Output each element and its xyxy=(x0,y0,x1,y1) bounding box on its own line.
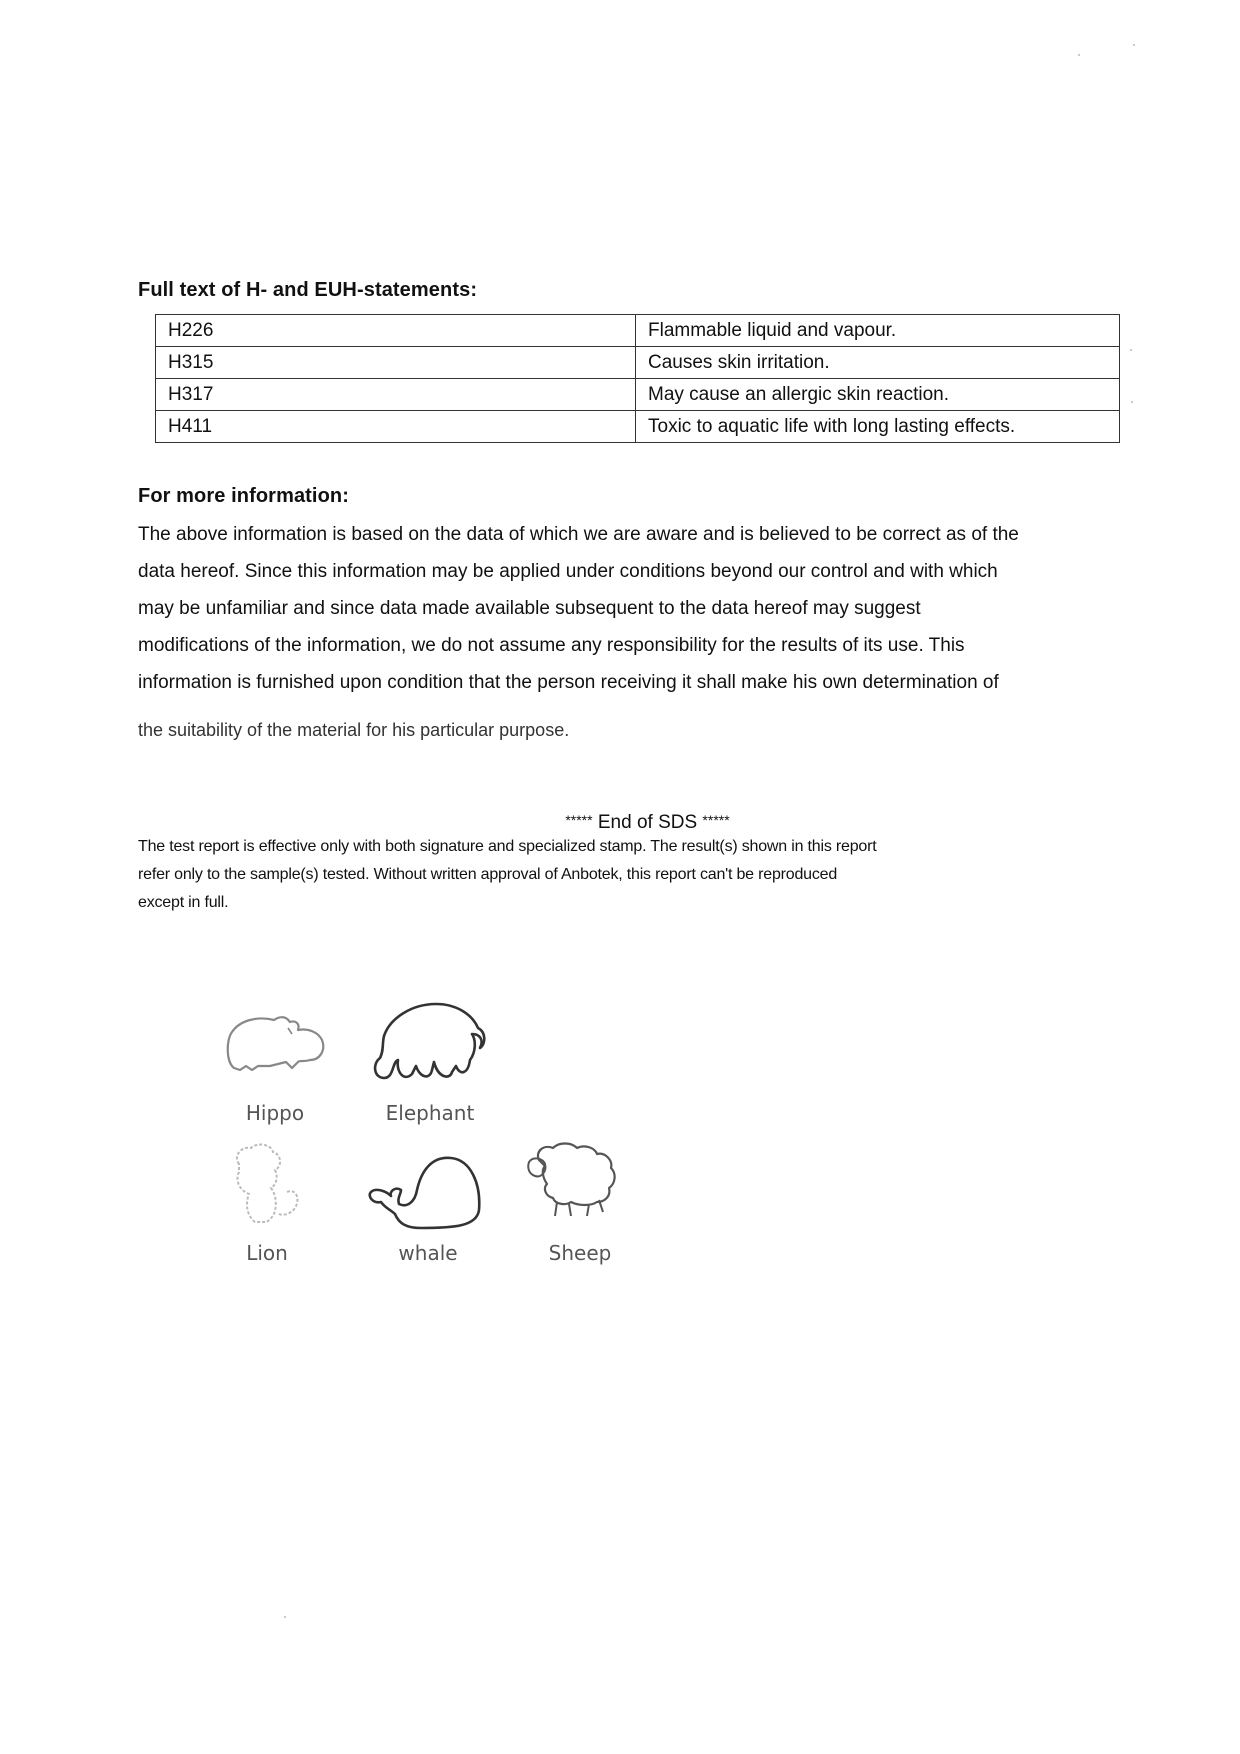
paragraph-line: modifications of the information, we do not assume any responsibility for the results of its use. This xyxy=(138,635,965,656)
lion-icon xyxy=(225,1142,315,1232)
table-row xyxy=(156,347,1120,379)
paragraph-line: information is furnished upon condition that the person receiving it shall make his own determination of xyxy=(138,672,999,693)
hstatement-cell: May cause an allergic skin reaction. xyxy=(636,379,1120,411)
disclaimer-line: The test report is effective only with both signature and specialized stamp. The result(s) shown in this report xyxy=(138,838,877,855)
scan-speck xyxy=(1078,54,1080,56)
whale-icon xyxy=(355,1150,490,1232)
animal-label-whale: whale xyxy=(398,1241,458,1265)
disclaimer-line: except in full. xyxy=(138,894,229,911)
paragraph-line: The above information is based on the data of which we are aware and is believed to be correct as of the xyxy=(138,524,1019,545)
stars-left: ***** xyxy=(565,812,593,828)
table-row xyxy=(156,379,1120,411)
animal-label-sheep: Sheep xyxy=(548,1241,612,1265)
hippo-icon xyxy=(222,1010,342,1085)
hstatement-cell: Flammable liquid and vapour. xyxy=(636,315,1120,347)
elephant-icon xyxy=(368,1000,498,1090)
paragraph-line: data hereof. Since this information may be applied under conditions beyond our control and with which xyxy=(138,561,998,582)
hstatement-cell: Causes skin irritation. xyxy=(636,347,1120,379)
scan-speck xyxy=(1133,44,1135,46)
table-row xyxy=(156,315,1120,347)
hcode-cell: H411 xyxy=(156,411,636,443)
hstatement-cell: Toxic to aquatic life with long lasting effects. xyxy=(636,411,1120,443)
hcode-cell: H226 xyxy=(156,315,636,347)
stars-right: ***** xyxy=(702,812,730,828)
disclaimer-line: refer only to the sample(s) tested. Without written approval of Anbotek, this report can't be reproduced xyxy=(138,866,838,883)
sheep-icon xyxy=(525,1140,625,1225)
hstatements-table xyxy=(155,314,1120,443)
end-of-sds-marker xyxy=(0,812,1240,834)
paragraph-line: may be unfamiliar and since data made available subsequent to the data hereof may suggest xyxy=(138,598,921,619)
animal-label-hippo: Hippo xyxy=(245,1101,305,1125)
scan-speck xyxy=(284,1616,286,1618)
scan-speck xyxy=(1130,349,1132,351)
table-row xyxy=(156,411,1120,443)
hstatements-heading: Full text of H- and EUH-statements: xyxy=(138,279,478,301)
hcode-cell: H315 xyxy=(156,347,636,379)
hcode-cell: H317 xyxy=(156,379,636,411)
animal-label-elephant: Elephant xyxy=(385,1101,475,1125)
animal-label-lion: Lion xyxy=(246,1241,288,1265)
scan-speck xyxy=(1131,401,1133,403)
more-info-heading: For more information: xyxy=(138,485,349,507)
end-of-sds-text: End of SDS xyxy=(597,812,698,833)
paragraph-line: the suitability of the material for his particular purpose. xyxy=(138,720,570,740)
